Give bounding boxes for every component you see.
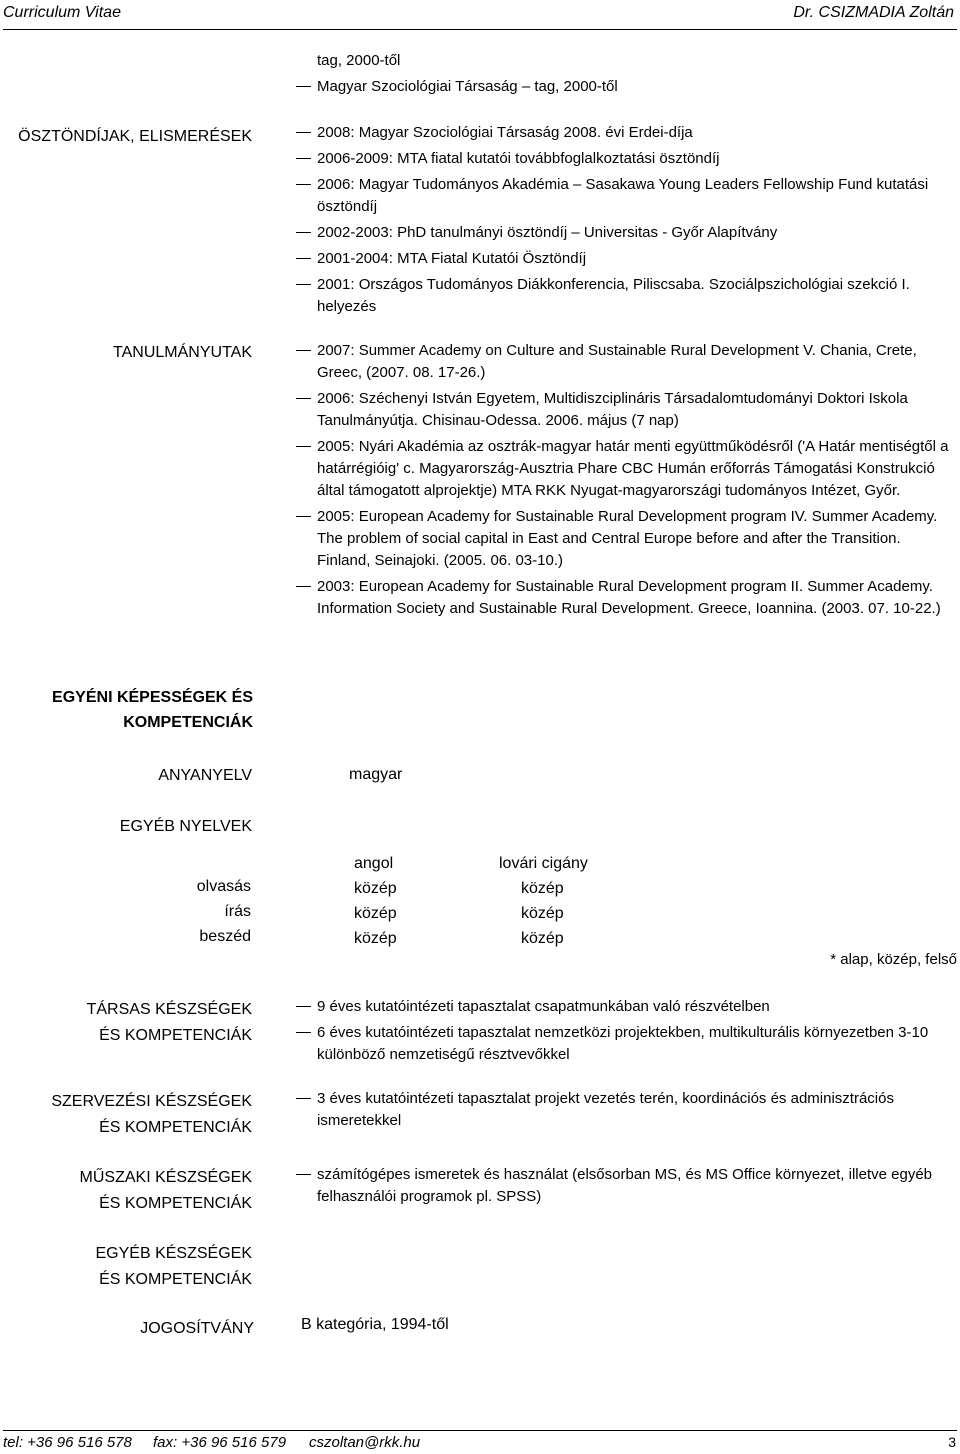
license-label: JOGOSÍTVÁNY [140, 1320, 254, 1337]
org-skills-label-1: SZERVEZÉSI KÉSZSÉGEK [51, 1093, 252, 1110]
list-item: 2003: European Academy for Sustainable Rural Development program II. Summer Academy. Information Society and Sustainable Rural Development. Greece, Ioannina. (2003. 07. 10-22.) [296, 576, 954, 620]
list-item: számítógépes ismeretek és használat (elsősorban MS, és MS Office környezet, illetve egyéb felhasználói programok pl. SPSS) [296, 1164, 954, 1208]
list-item: Magyar Szociológiai Társaság – tag, 2000-től [296, 76, 954, 98]
footer-fax: fax: +36 96 516 579 [153, 1434, 287, 1451]
other-languages-label: EGYÉB NYELVEK [119, 818, 252, 835]
tech-skills-label-2: ÉS KOMPETENCIÁK [99, 1195, 252, 1212]
skill-row-label: beszéd [199, 928, 251, 945]
org-skills-label-2: ÉS KOMPETENCIÁK [99, 1119, 252, 1136]
membership-list [296, 76, 954, 102]
section-label-studies: TANULMÁNYUTAK [113, 344, 252, 361]
list-item: 2005: European Academy for Sustainable Rural Development program IV. Summer Academy. The problem of social capital in East and Central Europe before and after the Transition. Finland, Seinajoki. (2005. 06. 03-10.) [296, 506, 954, 572]
skill-row-label: írás [224, 903, 251, 920]
list-item: 2002-2003: PhD tanulmányi ösztöndíj – Universitas - Győr Alapítvány [296, 222, 954, 244]
skill-level-cell: közép [521, 930, 564, 947]
footer-rule [3, 1430, 957, 1431]
list-item: 2006: Széchenyi István Egyetem, Multidiszciplináris Társadalomtudományi Doktori Iskola Tanulmányútja. Chisinau-Odessa. 2006. május (7 nap) [296, 388, 954, 432]
footer-phone: tel: +36 96 516 578 [3, 1434, 132, 1451]
social-skills-label-1: TÁRSAS KÉSZSÉGEK [86, 1001, 252, 1018]
misc-skills-label-2: ÉS KOMPETENCIÁK [99, 1271, 252, 1288]
header-title: Curriculum Vitae [3, 4, 121, 21]
language-header-1: angol [354, 855, 394, 872]
header-rule [3, 29, 957, 30]
skill-level-cell: közép [354, 905, 397, 922]
skills-title-line2: KOMPETENCIÁK [123, 714, 253, 731]
scale-note: * alap, közép, felső [830, 951, 957, 968]
org-skills-list [296, 1088, 954, 1136]
language-header-2: lovári cigány [499, 855, 588, 872]
skill-level-cell: közép [354, 880, 397, 897]
social-skills-list [296, 996, 954, 1070]
studies-list [296, 340, 954, 624]
list-item: 3 éves kutatóintézeti tapasztalat projekt vezetés terén, koordinációs és adminisztrációs ismeretekkel [296, 1088, 954, 1132]
misc-skills-label-1: EGYÉB KÉSZSÉGEK [95, 1245, 252, 1262]
list-item: 6 éves kutatóintézeti tapasztalat nemzetközi projektekben, multikulturális környezetben 3-10 különböző nemzetiségű résztvevőkkel [296, 1022, 954, 1066]
list-item: 2001: Országos Tudományos Diákkonferencia, Piliscsaba. Szociálpszichológiai szekció I. helyezés [296, 274, 954, 318]
social-skills-label-2: ÉS KOMPETENCIÁK [99, 1027, 252, 1044]
list-item: 2005: Nyári Akadémia az osztrák-magyar határ menti együttműködésről ('A Határ mentiségtől a határrégióig' c. Magyarország-Ausztria Phare CBC Humán erőforrás Támogatási Konstrukció által támogatott alprojektje) MTA RKK Nyugat-magyarországi tudományos Intézet, Győr. [296, 436, 954, 502]
mother-tongue-value: magyar [349, 766, 403, 783]
skill-level-cell: közép [521, 880, 564, 897]
page-number: 3 [948, 1434, 956, 1450]
membership-continuation: tag, 2000-től [317, 52, 401, 69]
skill-row-label: olvasás [196, 878, 251, 895]
skill-level-cell: közép [521, 905, 564, 922]
mother-tongue-label: ANYANYELV [158, 767, 252, 784]
license-value: B kategória, 1994-től [301, 1316, 449, 1333]
dash-bullet [296, 86, 311, 87]
list-item: 2006-2009: MTA fiatal kutatói továbbfoglalkoztatási ösztöndíj [296, 148, 954, 170]
header-author: Dr. CSIZMADIA Zoltán [793, 4, 954, 21]
tech-skills-label-1: MŰSZAKI KÉSZSÉGEK [79, 1169, 252, 1186]
list-item: 9 éves kutatóintézeti tapasztalat csapatmunkában való részvételben [296, 996, 954, 1018]
skill-level-cell: közép [354, 930, 397, 947]
list-item: 2006: Magyar Tudományos Akadémia – Sasakawa Young Leaders Fellowship Fund kutatási ösztöndíj [296, 174, 954, 218]
list-item: 2008: Magyar Szociológiai Társaság 2008. évi Erdei-díja [296, 122, 954, 144]
section-label-awards: ÖSZTÖNDÍJAK, ELISMERÉSEK [18, 128, 252, 145]
tech-skills-list [296, 1164, 954, 1212]
list-item: 2007: Summer Academy on Culture and Sustainable Rural Development V. Chania, Crete, Greec, (2007. 08. 17-26.) [296, 340, 954, 384]
list-item: 2001-2004: MTA Fiatal Kutatói Ösztöndíj [296, 248, 954, 270]
skills-title-line1: EGYÉNI KÉPESSÉGEK ÉS [52, 689, 253, 706]
footer-email[interactable]: cszoltan@rkk.hu [309, 1434, 421, 1451]
awards-list [296, 122, 954, 322]
